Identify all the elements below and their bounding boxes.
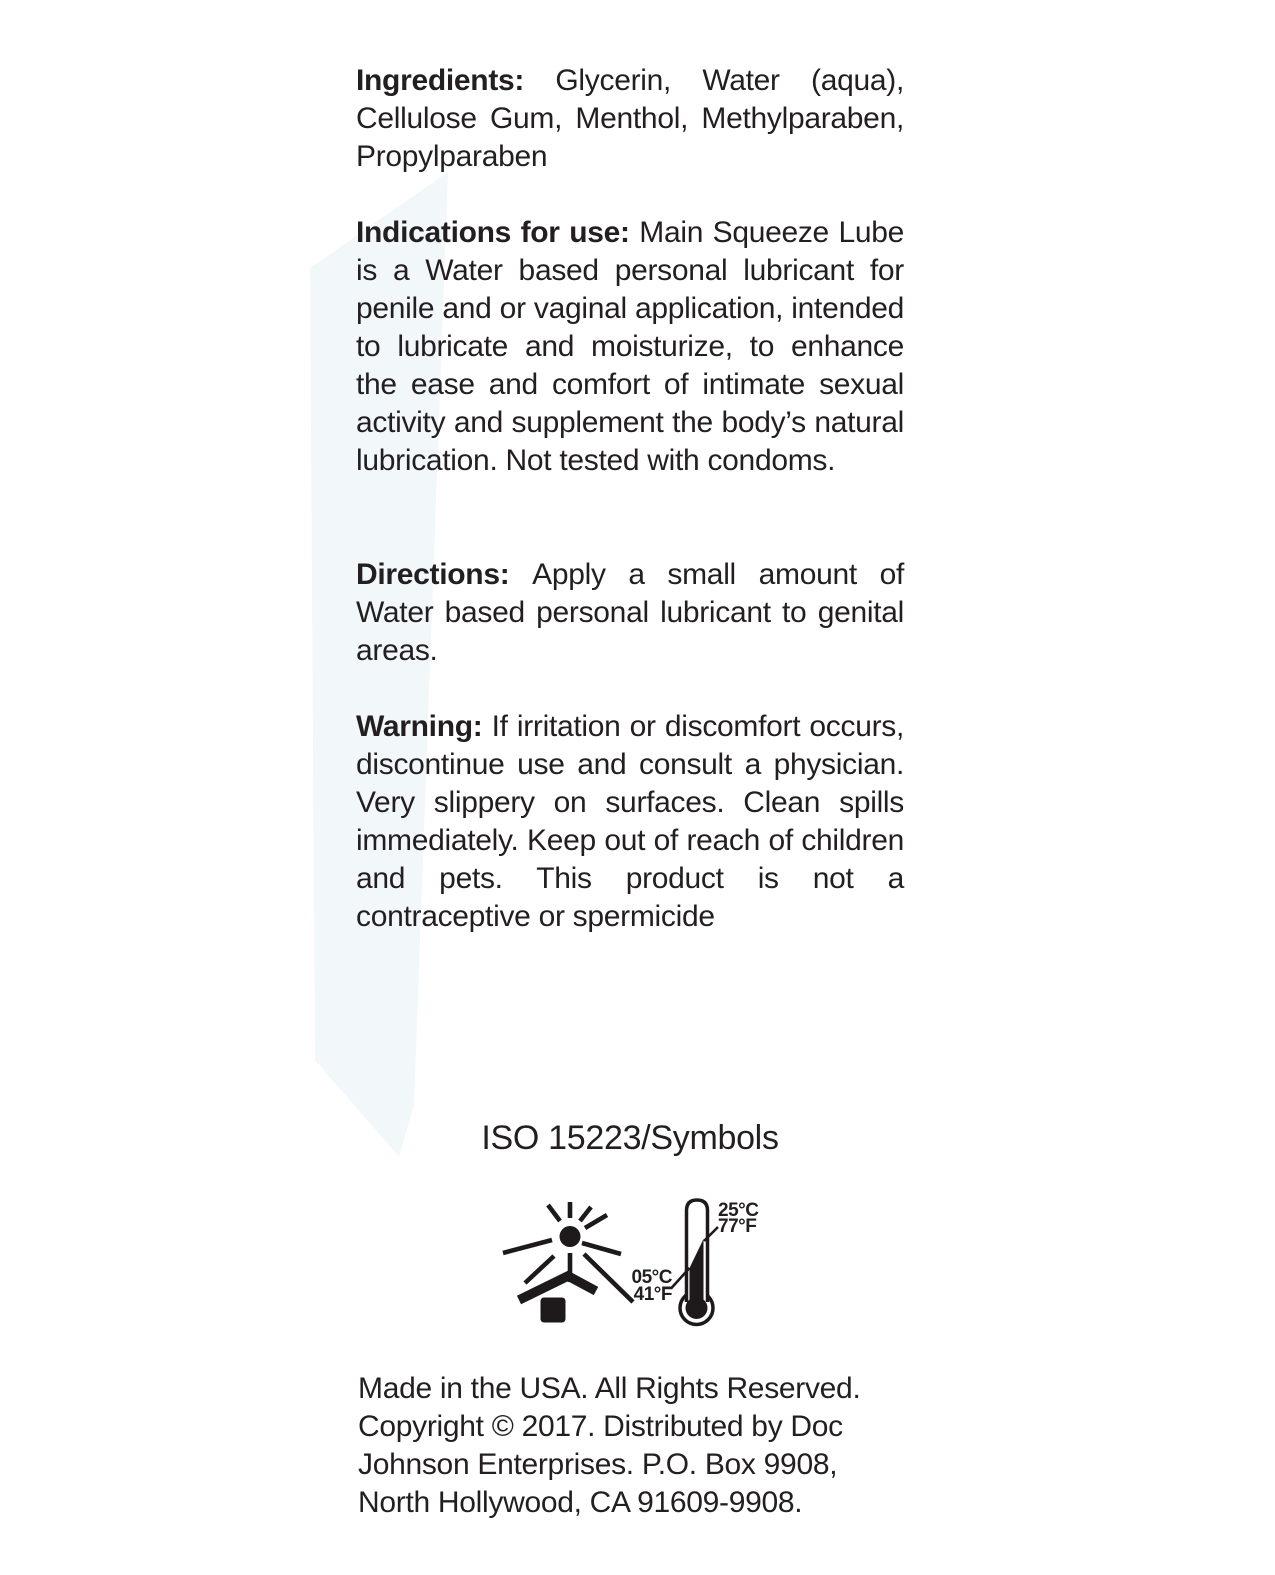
ingredients-text: Glycerin, Water (aqua), Cellulose Gum, Menthol, Methylparaben, Propylparaben	[356, 64, 904, 173]
temp-low-fahrenheit: 41°F	[633, 1284, 672, 1305]
indications-heading: Indications for use:	[356, 216, 630, 249]
keep-away-from-sunlight-icon	[490, 1190, 640, 1340]
temp-high-fahrenheit: 77°F	[718, 1216, 757, 1237]
warning-text: If irritation or discomfort occurs, discontinue use and consult a physician. Very slippery on surfaces. Clean spills immediately. Keep out of reach of children and pets. This product is not a contraceptive or spermicide	[356, 710, 904, 933]
directions-text: Apply a small amount of Water based personal lubricant to genital areas.	[356, 558, 904, 667]
ingredients-paragraph	[356, 62, 904, 176]
iso-symbols-title: ISO 15223/Symbols	[481, 1119, 779, 1157]
indications-paragraph	[356, 214, 904, 480]
warning-paragraph	[356, 708, 904, 936]
ingredients-heading: Ingredients:	[356, 64, 525, 97]
temp-low-celsius: 05°C	[631, 1267, 672, 1288]
storage-temp-high-label	[718, 1200, 759, 1237]
warning-heading: Warning:	[356, 710, 483, 743]
storage-temp-low-label	[602, 1269, 672, 1303]
indications-text: Main Squeeze Lube is a Water based personal lubricant for penile and or vaginal application, intended to lubricate and moisturize, to enhance the ease and comfort of intimate sexual activity and supplement the body’s natural lubrication. Not tested with condoms.	[356, 216, 905, 477]
temp-high-celsius: 25°C	[718, 1200, 759, 1221]
distributor-copyright-text: Made in the USA. All Rights Reserved. Copyright © 2017. Distributed by Doc Johnson Enterprises. P.O. Box 9908, North Hollywood, CA 91609-9908.	[358, 1372, 861, 1519]
directions-heading: Directions:	[356, 558, 510, 591]
directions-paragraph	[356, 556, 904, 670]
